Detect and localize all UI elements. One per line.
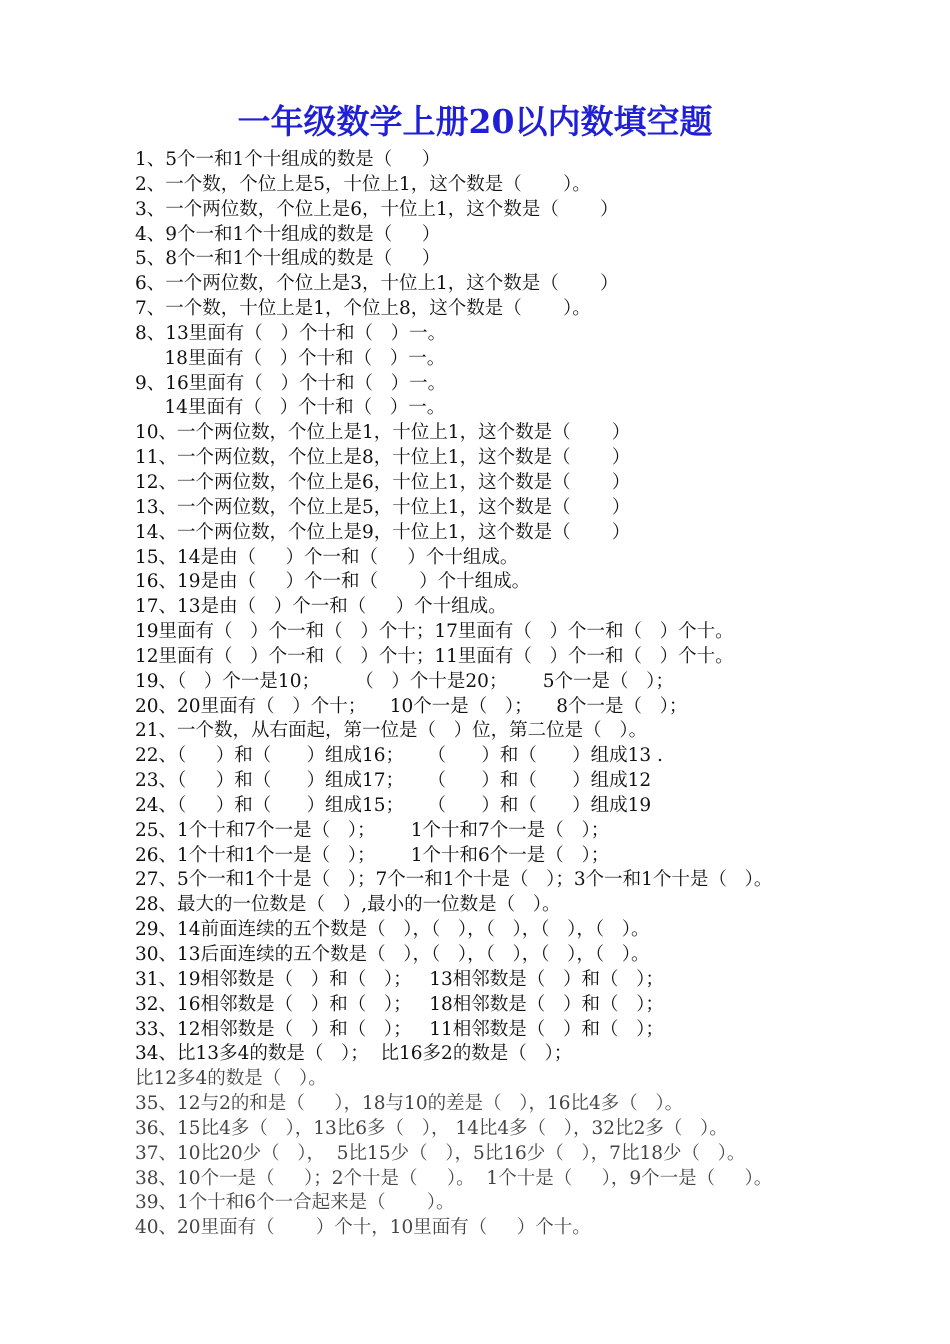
question-line: 37、10比20少（ ）， 5比15少（ ），5比16少（ ），7比18少（ ）。	[135, 1142, 746, 1164]
question-line: 9、16里面有（ ）个十和（ ）一。	[135, 372, 447, 394]
question-line: 35、12与2的和是（ ），18与10的差是（ ），16比4多（ ）。	[135, 1093, 684, 1115]
question-line: 14里面有（ ）个十和（ ）一。	[135, 397, 446, 419]
question-line: 7、一个数，十位上是1，个位上8，这个数是（ ）。	[135, 298, 591, 320]
question-line: 22、（ ）和（ ）组成16； （ ）和（ ）组成13 .	[135, 745, 663, 767]
question-line: 3、一个两位数，个位上是6，十位上1，这个数是（ ）	[135, 198, 619, 220]
question-line: 40、20里面有（ ）个十，10里面有（ ）个十。	[135, 1217, 591, 1239]
question-line: 12、一个两位数，个位上是6，十位上1，这个数是（ ）	[135, 471, 631, 493]
question-line: 31、19相邻数是（ ）和（ ）； 13相邻数是（ ）和（ ）；	[135, 968, 664, 990]
question-line: 14、一个两位数，个位上是9，十位上1，这个数是（ ）	[135, 521, 631, 543]
question-line: 38、10个一是（ ）；2个十是（ ）。 1个十是（ ），9个一是（ ）。	[135, 1167, 773, 1189]
question-line: 36、15比4多（ ），13比6多（ ）， 14比4多（ ），32比2多（ ）。	[135, 1117, 728, 1139]
question-line: 8、13里面有（ ）个十和（ ）一。	[135, 322, 447, 344]
question-line: 23、（ ）和（ ）组成17； （ ）和（ ）组成12	[135, 770, 652, 792]
question-line: 6、一个两位数，个位上是3，十位上1，这个数是（ ）	[135, 273, 619, 295]
question-line: 18里面有（ ）个十和（ ）一。	[135, 347, 446, 369]
question-line: 比12多4的数是（ ）。	[135, 1068, 327, 1090]
question-line: 11、一个两位数，个位上是8，十位上1，这个数是（ ）	[135, 447, 631, 469]
question-line: 27、5个一和1个十是（ ）；7个一和1个十是（ ）；3个一和1个十是（ ）。	[135, 869, 773, 891]
question-line: 19里面有（ ）个一和（ ）个十；17里面有（ ）个一和（ ）个十。	[135, 621, 734, 643]
question-line: 10、一个两位数，个位上是1，十位上1，这个数是（ ）	[135, 422, 631, 444]
question-line: 16、19是由（ ）个一和（ ）个十组成。	[135, 571, 531, 593]
question-line: 30、13后面连续的五个数是（ ），（ ），（ ），（ ），（ ）。	[135, 944, 650, 965]
question-line: 5、8个一和1个十组成的数是（ ）	[135, 248, 441, 270]
page-title: 一年级数学上册20以内数填空题	[237, 102, 713, 141]
question-line: 25、1个十和7个一是（ ）； 1个十和7个一是（ ）；	[135, 819, 610, 841]
question-line: 15、14是由（ ）个一和（ ）个十组成。	[135, 546, 519, 568]
question-line: 17、13是由（ ）个一和（ ）个十组成。	[135, 596, 507, 618]
question-line: 28、最大的一位数是（ ）,最小的一位数是（ ）。	[135, 894, 561, 916]
question-line: 32、16相邻数是（ ）和（ ）； 18相邻数是（ ）和（ ）；	[135, 993, 664, 1015]
question-line: 2、一个数，个位上是5，十位上1，这个数是（ ）。	[135, 173, 591, 195]
question-line: 1、5个一和1个十组成的数是（ ）	[135, 149, 441, 170]
question-line: 12里面有（ ）个一和（ ）个十；11里面有（ ）个一和（ ）个十。	[135, 645, 734, 667]
question-line: 13、一个两位数，个位上是5，十位上1，这个数是（ ）	[135, 496, 631, 518]
question-line: 19、（ ）个一是10； （ ）个十是20； 5个一是（ ）；	[135, 670, 674, 692]
question-line: 34、比13多4的数是（ ）； 比16多2的数是（ ）；	[135, 1043, 573, 1065]
question-line: 4、9个一和1个十组成的数是（ ）	[135, 223, 441, 245]
question-line: 39、1个十和6个一合起来是（ ）。	[135, 1192, 455, 1214]
question-line: 21、一个数，从右面起，第一位是（ ）位，第二位是（ ）。	[135, 720, 648, 742]
question-line: 24、（ ）和（ ）组成15； （ ）和（ ）组成19	[135, 794, 652, 816]
question-line: 26、1个十和1个一是（ ）； 1个十和6个一是（ ）；	[135, 844, 610, 866]
question-line: 20、20里面有（ ）个十； 10个一是（ ）； 8个一是（ ）；	[135, 695, 688, 717]
question-line: 33、12相邻数是（ ）和（ ）； 11相邻数是（ ）和（ ）；	[135, 1018, 664, 1040]
question-line: 29、14前面连续的五个数是（ ），（ ），（ ），（ ），（ ）。	[135, 919, 650, 941]
question-list	[135, 148, 935, 1241]
